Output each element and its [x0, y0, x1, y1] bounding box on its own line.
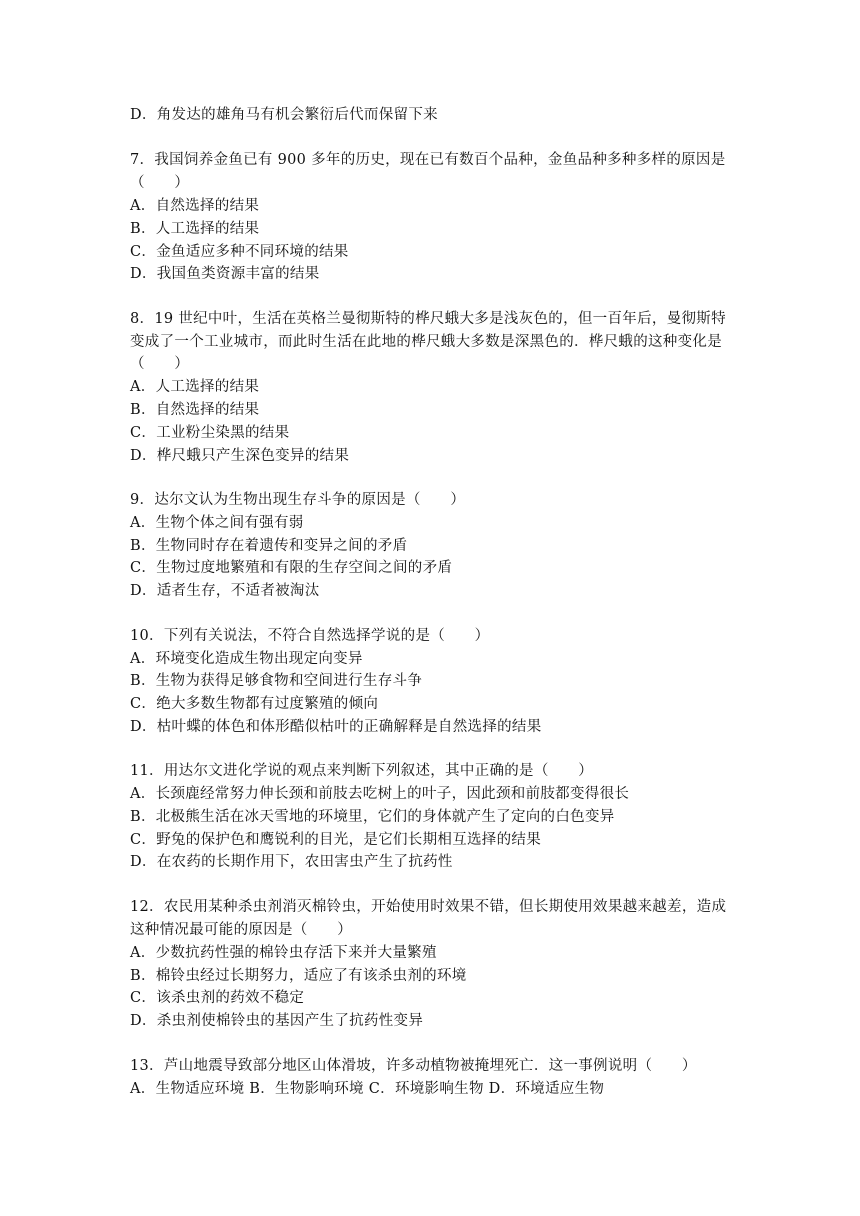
q12-option-d: D．杀虫剂使棉铃虫的基因产生了抗药性变异: [130, 1013, 424, 1029]
q7-option-b: B．人工选择的结果: [130, 221, 260, 237]
q9-option-d: D．适者生存，不适者被淘汰: [130, 583, 320, 599]
q11-option-c: C．野兔的保护色和鹰锐利的目光，是它们长期相互选择的结果: [130, 832, 541, 848]
q8-stem-line2: 变成了一个工业城市，而此时生活在此地的桦尺蛾大多数是深黑色的．桦尺蛾的这种变化是: [130, 334, 722, 350]
q10-option-c: C．绝大多数生物都有过度繁殖的倾向: [130, 696, 379, 712]
q8-option-c: C．工业粉尘染黑的结果: [130, 425, 290, 441]
q8-option-d: D．桦尺蛾只产生深色变异的结果: [130, 448, 350, 464]
q9-option-c: C．生物过度地繁殖和有限的生存空间之间的矛盾: [130, 560, 453, 576]
q6-option-d: D．角发达的雄角马有机会繁衍后代而保留下来: [130, 107, 438, 123]
q9-option-a: A．生物个体之间有强有弱: [130, 515, 304, 531]
q8-stem: 8．19 世纪中叶，生活在英格兰曼彻斯特的桦尺蛾大多是浅灰色的，但一百年后，曼彻斯特: [130, 311, 726, 327]
q13-options: A．生物适应环境 B．生物影响环境 C．环境影响生物 D．环境适应生物: [130, 1081, 605, 1097]
q9-stem: 9．达尔文认为生物出现生存斗争的原因是（ ）: [130, 492, 466, 508]
q11-option-a: A．长颈鹿经常努力伸长颈和前肢去吃树上的叶子，因此颈和前肢都变得很长: [130, 786, 630, 802]
q12-option-c: C．该杀虫剂的药效不稳定: [130, 990, 305, 1006]
q11-stem: 11．用达尔文进化学说的观点来判断下列叙述，其中正确的是（ ）: [130, 763, 594, 779]
q10-option-b: B．生物为获得足够食物和空间进行生存斗争: [130, 673, 423, 689]
q12-option-b: B．棉铃虫经过长期努力，适应了有该杀虫剂的环境: [130, 968, 467, 984]
q9-option-b: B．生物同时存在着遗传和变异之间的矛盾: [130, 538, 408, 554]
q10-stem: 10．下列有关说法，不符合自然选择学说的是（ ）: [130, 628, 490, 644]
q7-stem-bracket: （ ）: [130, 175, 190, 191]
q7-option-c: C．金鱼适应多种不同环境的结果: [130, 244, 349, 260]
q7-stem: 7．我国饲养金鱼已有 900 多年的历史，现在已有数百个品种，金鱼品种多种多样的原因是: [130, 152, 726, 168]
q7-option-d: D．我国鱼类资源丰富的结果: [130, 266, 320, 282]
q11-option-b: B．北极熊生活在冰天雪地的环境里，它们的身体就产生了定向的白色变异: [130, 809, 615, 825]
q8-option-a: A．人工选择的结果: [130, 379, 260, 395]
q7-option-a: A．自然选择的结果: [130, 198, 260, 214]
q10-option-d: D．枯叶蝶的体色和体形酷似枯叶的正确解释是自然选择的结果: [130, 719, 542, 735]
q8-option-b: B．自然选择的结果: [130, 402, 260, 418]
q12-stem: 12．农民用某种杀虫剂消灭棉铃虫，开始使用时效果不错，但长期使用效果越来越差，造成: [130, 899, 727, 915]
q12-option-a: A．少数抗药性强的棉铃虫存活下来并大量繁殖: [130, 945, 437, 961]
q10-option-a: A．环境变化造成生物出现定向变异: [130, 651, 363, 667]
q11-option-d: D．在农药的长期作用下，农田害虫产生了抗药性: [130, 854, 453, 870]
q8-stem-bracket: （ ）: [130, 356, 190, 372]
q13-stem: 13．芦山地震导致部分地区山体滑坡，许多动植物被掩埋死亡．这一事例说明（ ）: [130, 1058, 697, 1074]
q12-stem-line2: 这种情况最可能的原因是（ ）: [130, 922, 352, 938]
